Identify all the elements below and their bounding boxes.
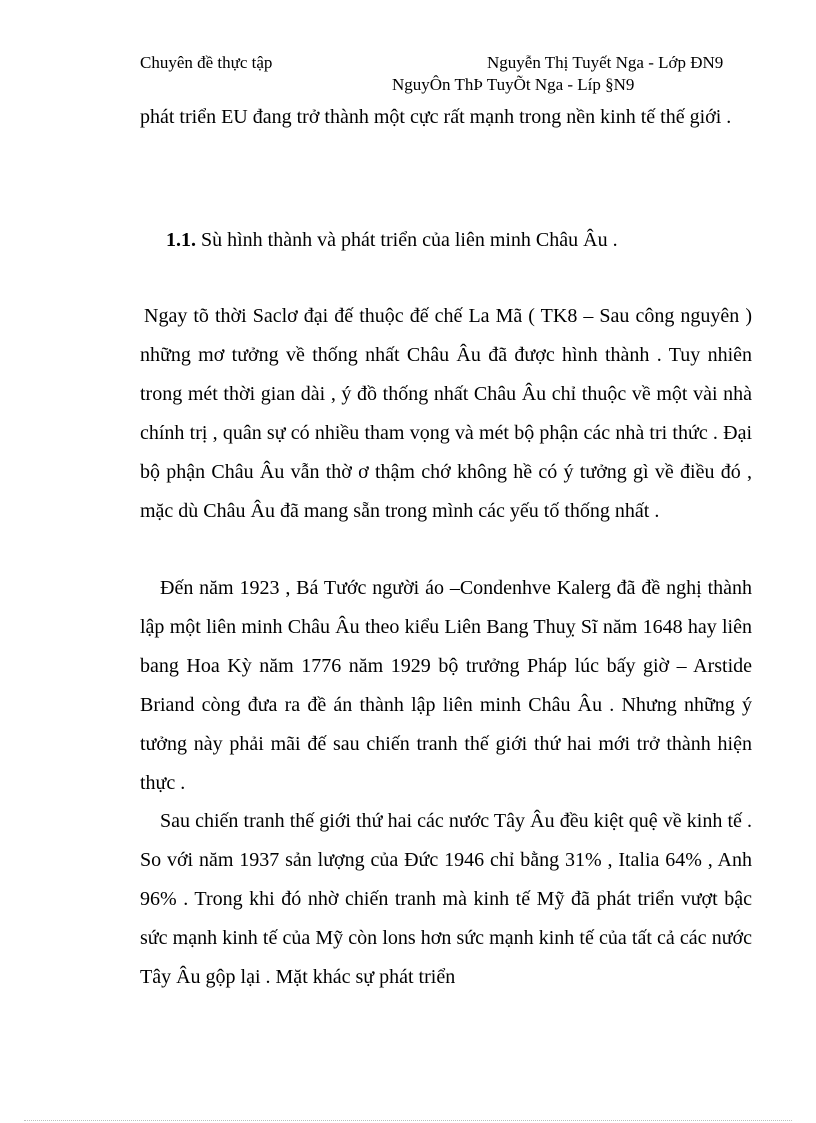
intro-paragraph: phát triển EU đang trở thành một cực rất mạnh trong nền kinh tế thế giới . <box>140 106 732 128</box>
paragraph-proposals: Đến năm 1923 , Bá Tước người áo –Condenhve Kalerg đã đề nghị thành lập một liên minh Châu Âu theo kiểu Liên Bang Thuỵ Sĩ năm 1648 hay liên bang Hoa Kỳ năm 1776 năm 1929 bộ trưởng Pháp lúc bấy giờ – Arstide Briand còng đưa ra đề án thành lập liên minh Châu Âu . Nhưng những ý tưởng này phải mãi đế sau chiến tranh thế giới thứ hai mới trở thành hiện thực . <box>140 577 752 794</box>
section-title: Sù hình thành và phát triển của liên minh Châu Âu . <box>201 229 618 251</box>
page-bottom-divider <box>24 1120 792 1121</box>
paragraph-postwar: Sau chiến tranh thế giới thứ hai các nước Tây Âu đều kiệt quệ về kinh tế . So với năm 1937 sản lượng của Đức 1946 chỉ bằng 31% , Italia 64% , Anh 96% . Trong khi đó nhờ chiến tranh mà kinh tế Mỹ đã phát triển vượt bậc sức mạnh kinh tế của Mỹ còn lons hơn sức mạnh kinh tế của tất cả các nước Tây Âu gộp lại . Mặt khác sự phát triển <box>140 810 752 988</box>
paragraph-history-idea: Ngay tõ thời Saclơ đại đế thuộc đế chế La Mã ( TK8 – Sau công nguyên ) những mơ tưởng về thống nhất Châu Âu đã được hình thành . Tuy nhiên trong mét thời gian dài , ý đồ thống nhất Châu Âu chỉ thuộc về một vài nhà chính trị , quân sự có nhiều tham vọng và mét bộ phận các nhà tri thức . Đại bộ phận Châu Âu vẫn thờ ơ thậm chớ không hề có ý tưởng gì về điều đó , mặc dù Châu Âu đã mang sẵn trong mình các yếu tố thống nhất . <box>140 305 752 522</box>
header-author-class-alt-encoding: NguyÔn ThÞ TuyÕt Nga - Líp §N9 <box>392 75 635 94</box>
header-course-title: Chuyên đề thực tập <box>140 53 273 72</box>
section-heading <box>166 226 618 254</box>
header-author-class: Nguyễn Thị Tuyết Nga - Lớp ĐN9 <box>487 53 724 72</box>
section-number: 1.1. <box>166 229 196 251</box>
